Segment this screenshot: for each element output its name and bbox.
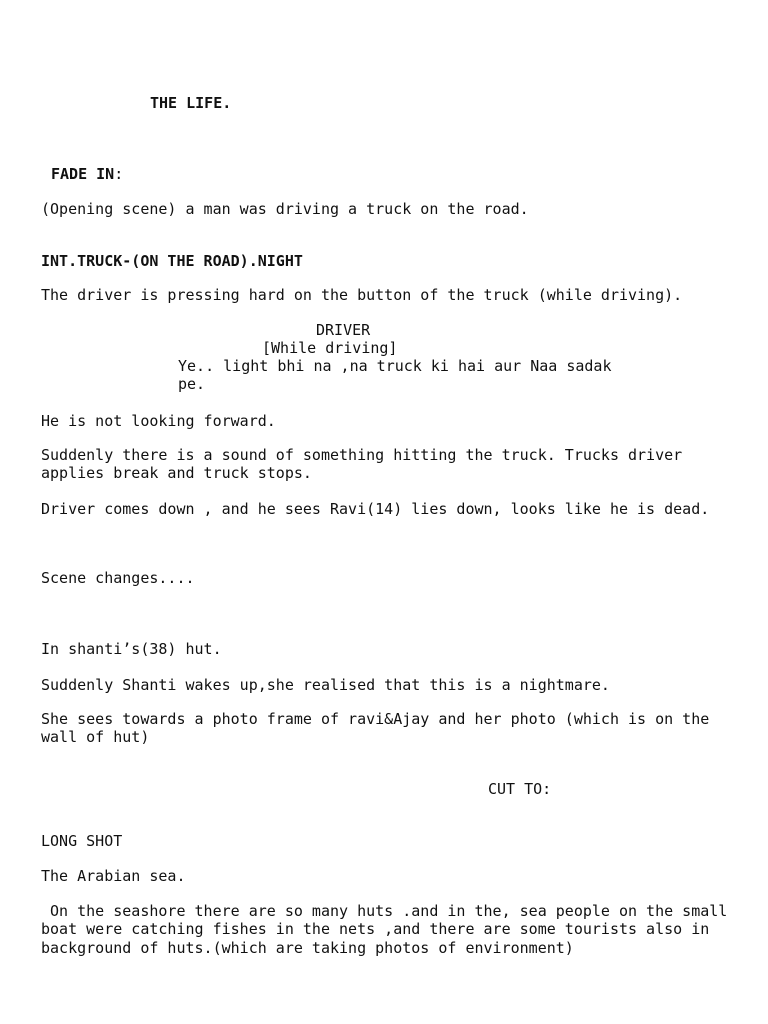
transition-cut-to: CUT TO: [488,780,552,798]
script-title: THE LIFE. [150,94,232,112]
action-photo-line-1: She sees towards a photo frame of ravi&Ajay and her photo (which is on the [41,710,710,728]
action-seashore-line-2: boat were catching fishes in the nets ,and there are some tourists also in [41,920,710,938]
fade-in-label: FADE IN [51,165,115,183]
action-sound-line-2: applies break and truck stops. [41,464,312,482]
action-opening-scene: (Opening scene) a man was driving a truck on the road. [41,200,529,218]
action-driver-comes-down: Driver comes down , and he sees Ravi(14) lies down, looks like he is dead. [41,500,710,518]
transition-fade-in [51,165,123,184]
action-in-hut: In shanti’s(38) hut. [41,640,222,658]
action-driver-pressing: The driver is pressing hard on the button of the truck (while driving). [41,286,683,304]
action-not-looking: He is not looking forward. [41,412,276,430]
scene-heading: INT.TRUCK-(ON THE ROAD).NIGHT [41,252,303,270]
scene-changes: Scene changes.... [41,569,195,587]
action-arabian-sea: The Arabian sea. [41,867,186,885]
action-seashore-line-3: background of huts.(which are taking photos of environment) [41,939,574,957]
action-sound-line-1: Suddenly there is a sound of something hitting the truck. Trucks driver [41,446,683,464]
fade-in-colon: : [114,165,124,183]
dialogue-line-2: pe. [178,375,206,393]
shot-long-shot: LONG SHOT [41,832,123,850]
parenthetical: [While driving] [262,339,398,357]
action-shanti-wakes: Suddenly Shanti wakes up,she realised that this is a nightmare. [41,676,610,694]
character-name: DRIVER [316,321,371,339]
action-seashore-line-1: On the seashore there are so many huts .and in the, sea people on the small [41,902,728,920]
action-photo-line-2: wall of hut) [41,728,150,746]
dialogue-line-1: Ye.. light bhi na ,na truck ki hai aur Naa sadak [178,357,612,375]
